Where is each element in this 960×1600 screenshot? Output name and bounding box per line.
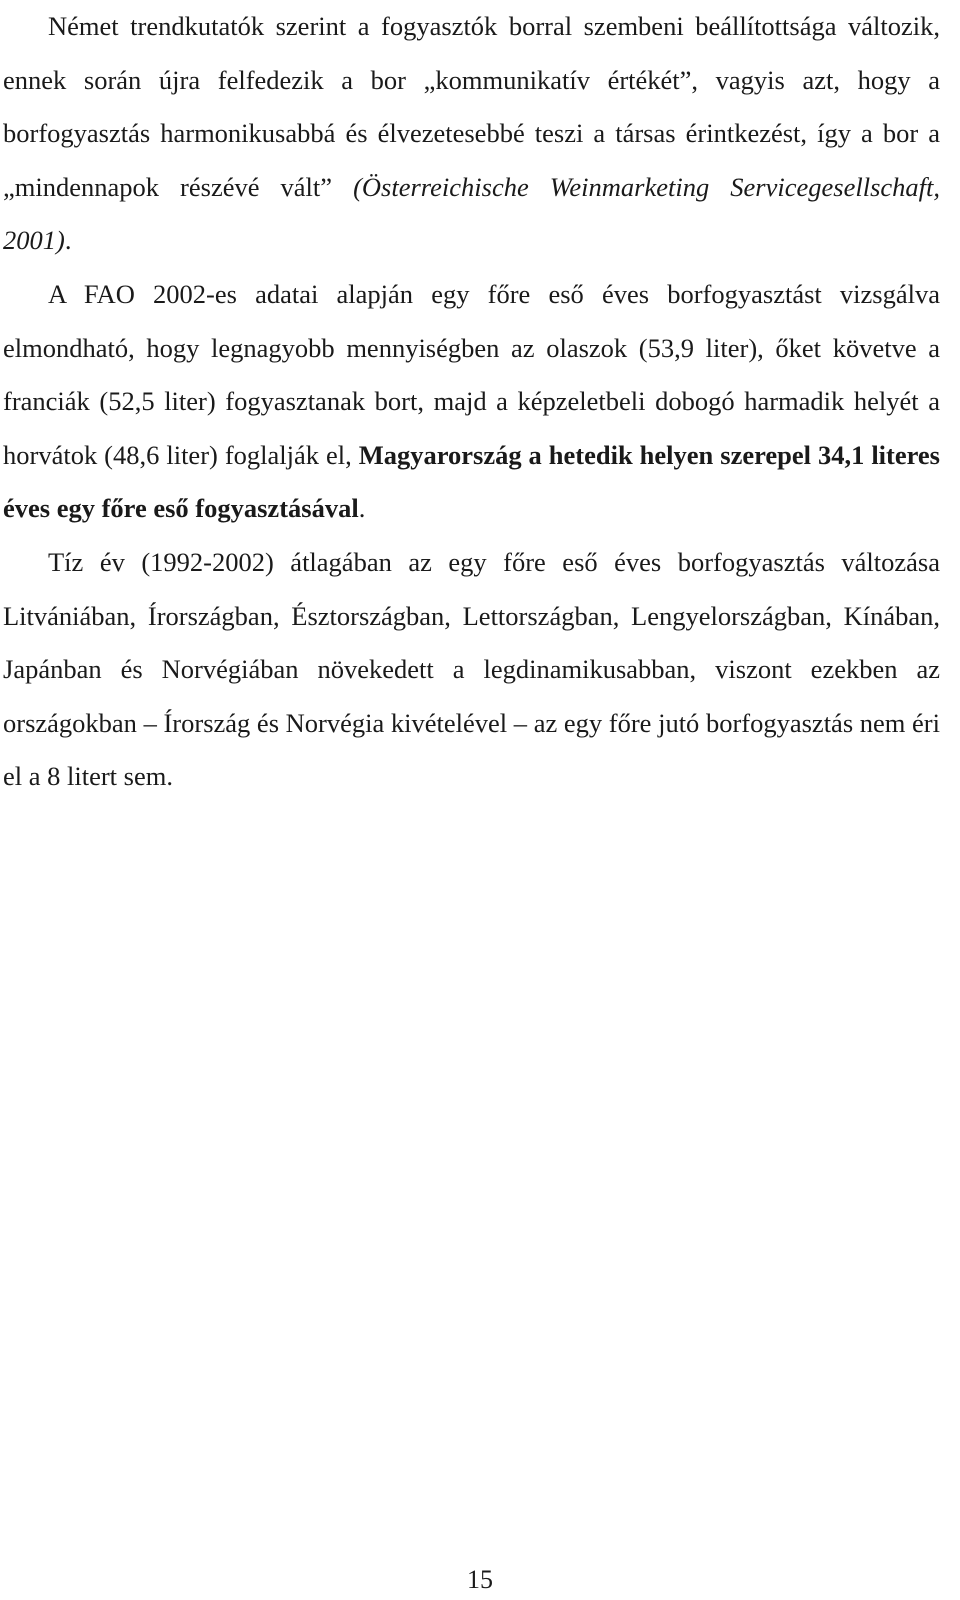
paragraph-fao-data xyxy=(3,268,940,536)
paragraph-trend-research-end: . xyxy=(64,225,72,256)
paragraph-fao-data-text: A FAO 2002-es adatai alapján egy főre eső éves borfogyasztást vizsgálva elmondható, hogy legnagyobb mennyiségben az olaszok (53,9 liter), őket követve a franciák (52,5 liter) fogyasztanak bort, majd a képzeletbeli dobogó harmadik helyét a horvátok (48,6 liter) foglalják el, xyxy=(3,278,940,470)
paragraph-fao-data-end: . xyxy=(358,493,366,524)
paragraph-trend-research-text: Német trendkutatók szerint a fogyasztók borral szembeni beállítottsága változik, ennek során újra felfedezik a bor „kommunikatív értékét”, vagyis azt, hogy a borfogyasztás harmonikusabbá és élvezetesebbé teszi a társas érintkezést, így a bor a „mindennapok részévé vált” xyxy=(3,11,940,202)
page-number: 15 xyxy=(467,1565,493,1594)
body-text xyxy=(3,0,940,804)
hungary-highlight: Magyarország a hetedik helyen szerepel 34,1 literes éves egy főre eső fogyasztásával xyxy=(3,439,940,524)
citation: (Österreichische Weinmarketing Servicegesellschaft, 2001) xyxy=(3,171,940,256)
paragraph-trend-research xyxy=(3,0,940,268)
paragraph-ten-year-average: Tíz év (1992-2002) átlagában az egy főre eső éves borfogyasztás változása Litvániában, Írországban, Észtországban, Lettországban, Lengyelországban, Kínában, Japánban és Norvégiában növekedett a legdinamikusabban, viszont ezekben az országokban – Írország és Norvégia kivételével – az egy főre jutó borfogyasztás nem éri el a 8 litert sem. xyxy=(3,546,940,792)
